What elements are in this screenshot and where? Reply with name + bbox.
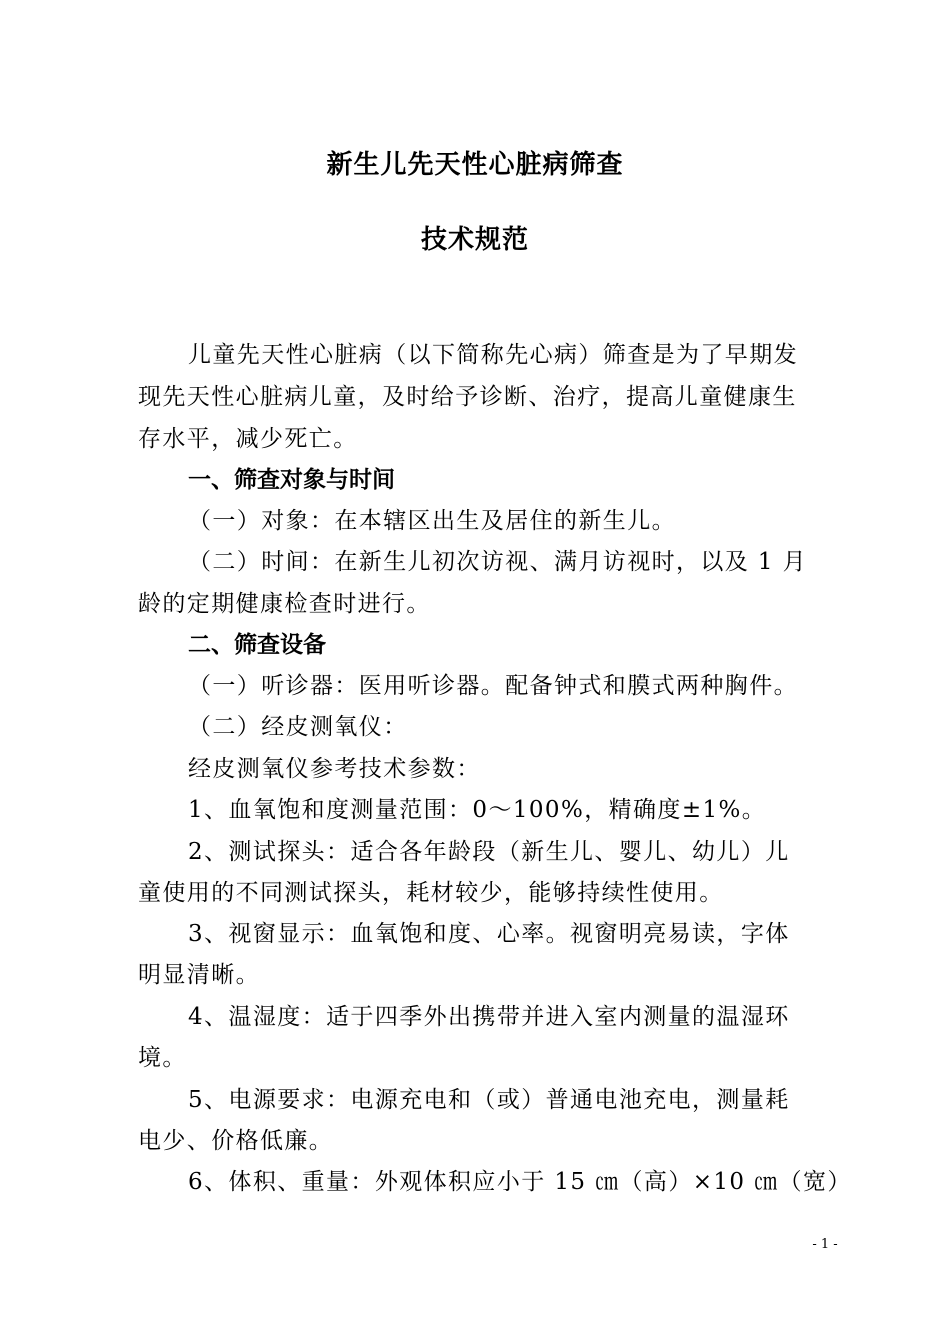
section-2-line-9: 4、温湿度：适于四季外出携带并进入室内测量的温湿环 [188,1004,790,1030]
section-1-item-1: （一）对象：在本辖区出生及居住的新生儿。 [188,508,676,534]
section-2-line-5: 2、测试探头：适合各年龄段（新生儿、婴儿、幼儿）儿 [188,839,790,865]
section-1-item-2: （二）时间：在新生儿初次访视、满月访视时，以及 1 月 [188,549,808,575]
page-number: - 1 - [812,1237,838,1252]
intro-line-2: 现先天性心脏病儿童，及时给予诊断、治疗，提高儿童健康生 [138,384,797,410]
section-2-heading: 二、筛查设备 [188,632,326,658]
intro-line-1: 儿童先天性心脏病（以下简称先心病）筛查是为了早期发 [188,342,798,368]
section-2-line-7: 3、视窗显示：血氧饱和度、心率。视窗明亮易读，字体 [188,921,790,947]
section-2-line-2: （二）经皮测氧仪： [188,714,408,740]
section-2-line-8: 明显清晰。 [138,962,260,988]
section-1-item-2-cont: 龄的定期健康检查时进行。 [138,591,431,617]
section-2-line-11: 5、电源要求：电源充电和（或）普通电池充电，测量耗 [188,1087,790,1113]
section-2-line-10: 境。 [138,1045,187,1071]
section-2-line-6: 童使用的不同测试探头，耗材较少，能够持续性使用。 [138,880,724,906]
section-2-line-4: 1、血氧饱和度测量范围：0～100%，精确度±1%。 [188,797,767,823]
document-subtitle: 技术规范 [420,225,529,255]
section-2-line-3: 经皮测氧仪参考技术参数： [188,756,481,782]
section-2-line-13: 6、体积、重量：外观体积应小于 15 ㎝（高）×10 ㎝（宽） [188,1169,852,1195]
section-1-heading: 一、筛查对象与时间 [188,467,395,493]
section-2-line-12: 电少、价格低廉。 [138,1128,334,1154]
document-title: 新生儿先天性心脏病筛查 [326,150,624,180]
section-2-line-1: （一）听诊器：医用听诊器。配备钟式和膜式两种胸件。 [188,673,798,699]
intro-line-3: 存水平，减少死亡。 [138,426,358,452]
